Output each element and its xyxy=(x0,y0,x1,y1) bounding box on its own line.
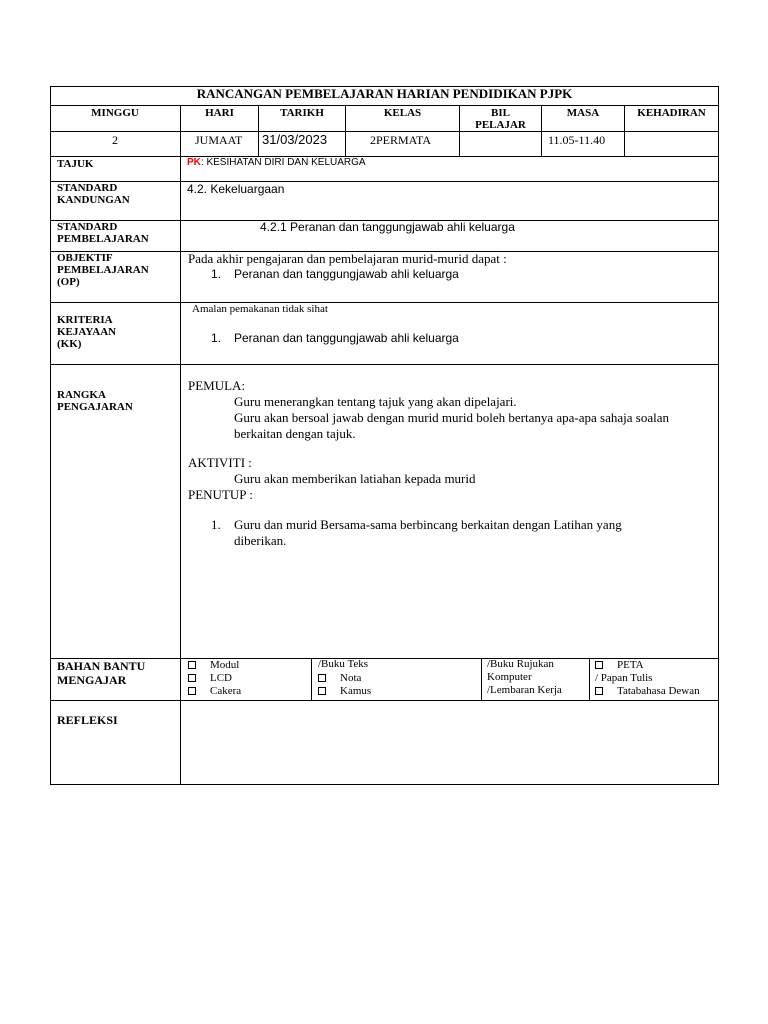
checkbox-kamus[interactable] xyxy=(318,685,371,698)
objektif-intro: Pada akhir pengajaran dan pembelajaran murid-murid dapat : xyxy=(188,251,507,266)
penutup-number: 1. xyxy=(211,517,221,532)
checkbox-label: LCD xyxy=(210,672,232,684)
checkbox-nota[interactable] xyxy=(318,672,361,685)
label-standard-pembelajaran-1: STANDARD xyxy=(57,221,118,233)
header-minggu: MINGGU xyxy=(91,107,139,119)
label-bahan-1: BAHAN BANTU xyxy=(57,659,146,673)
value-kelas: 2PERMATA xyxy=(370,133,432,147)
standard-pembelajaran-text: 4.2.1 Peranan dan tanggungjawab ahli keluarga xyxy=(260,220,515,234)
label-standard-pembelajaran-2: PEMBELAJARAN xyxy=(57,233,149,245)
lesson-plan-document xyxy=(50,86,719,785)
standard-kandungan-text: 4.2. Kekeluargaan xyxy=(187,182,285,196)
header-masa: MASA xyxy=(566,107,600,119)
label-refleksi: REFLEKSI xyxy=(57,713,118,727)
label-kriteria-3: (KK) xyxy=(57,338,82,350)
option-label: /Buku Rujukan xyxy=(487,658,554,670)
rule xyxy=(481,658,482,701)
penutup-heading: PENUTUP : xyxy=(188,487,253,502)
checked-buku-rujukan xyxy=(487,658,554,671)
checkbox-tatabahasa-dewan[interactable] xyxy=(595,685,700,698)
label-standard-kandungan-2: KANDUNGAN xyxy=(57,194,130,206)
checkbox-icon xyxy=(188,687,196,695)
value-masa: 11.05-11.40 xyxy=(548,133,606,147)
checkbox-peta[interactable] xyxy=(595,659,644,672)
label-kriteria-2: KEJAYAAN xyxy=(57,326,117,338)
rule xyxy=(50,105,719,106)
rule xyxy=(50,156,719,157)
checkbox-icon xyxy=(188,661,196,669)
value-tarikh: 31/03/2023 xyxy=(262,132,328,147)
checked-lembaran-kerja xyxy=(487,684,562,697)
checkbox-modul[interactable] xyxy=(188,659,239,672)
checkbox-label: Nota xyxy=(340,672,362,684)
option-komputer xyxy=(487,671,532,684)
kriteria-item: Peranan dan tanggungjawab ahli keluarga xyxy=(234,331,459,345)
tajuk-title: : KESIHATAN DIRI DAN KELUARGA xyxy=(200,157,366,168)
rule xyxy=(311,658,312,701)
kriteria-item-number: 1. xyxy=(211,331,222,345)
label-rangka-2: PENGAJARAN xyxy=(57,401,133,413)
option-label: Komputer xyxy=(487,671,532,683)
rule xyxy=(50,131,719,132)
pemula-line-1: Guru menerangkan tentang tajuk yang akan dipelajari. xyxy=(234,394,517,409)
option-label: /Lembaran Kerja xyxy=(487,684,562,696)
value-minggu: 2 xyxy=(112,133,118,147)
header-hari: HARI xyxy=(205,107,234,119)
pemula-heading: PEMULA: xyxy=(188,378,246,393)
checkbox-label: Cakera xyxy=(210,685,242,697)
checkbox-label: Modul xyxy=(210,659,240,671)
rule xyxy=(50,700,719,701)
label-objektif-3: (OP) xyxy=(57,276,80,288)
pemula-line-3: berkaitan dengan tajuk. xyxy=(234,426,356,441)
checkbox-icon xyxy=(188,674,196,682)
penutup-line-2: diberikan. xyxy=(234,533,287,548)
kriteria-note: Amalan pemakanan tidak sihat xyxy=(192,303,328,315)
checkbox-icon xyxy=(318,687,326,695)
pemula-line-2: Guru akan bersoal jawab dengan murid murid boleh bertanya apa-apa sahaja soalan xyxy=(234,410,669,425)
label-bahan-2: MENGAJAR xyxy=(57,673,127,687)
penutup-line-1: Guru dan murid Bersama-sama berbincang berkaitan dengan Latihan yang xyxy=(234,517,622,532)
checked-buku-teks xyxy=(318,658,368,671)
checkbox-cakera[interactable] xyxy=(188,685,241,698)
label-kriteria-1: KRITERIA xyxy=(57,314,113,326)
document-title: RANCANGAN PEMBELAJARAN HARIAN PENDIDIKAN PJPK xyxy=(196,86,573,101)
label-tajuk: TAJUK xyxy=(57,158,94,170)
checkbox-lcd[interactable] xyxy=(188,672,232,685)
header-bil-line2: PELAJAR xyxy=(475,119,526,131)
aktiviti-line-1: Guru akan memberikan latiahan kepada murid xyxy=(234,471,476,486)
rule xyxy=(50,181,719,182)
header-kehadiran: KEHADIRAN xyxy=(637,107,706,119)
tajuk-prefix: PK xyxy=(187,157,201,168)
checkbox-label: Tatabahasa Dewan xyxy=(617,685,700,697)
rule xyxy=(180,156,181,785)
border-right xyxy=(718,86,719,785)
label-standard-kandungan-1: STANDARD xyxy=(57,182,118,194)
checkbox-label: Kamus xyxy=(340,685,372,697)
checkbox-icon xyxy=(595,661,603,669)
rule xyxy=(50,302,719,303)
aktiviti-heading: AKTIVITI : xyxy=(188,455,252,470)
option-label: / Papan Tulis xyxy=(595,672,653,684)
checkbox-icon xyxy=(318,674,326,682)
rule xyxy=(589,658,590,701)
border-left xyxy=(50,86,51,785)
header-bil-line1: BIL xyxy=(491,107,510,119)
rule xyxy=(50,364,719,365)
label-objektif-1: OBJEKTIF xyxy=(57,252,113,264)
option-label: /Buku Teks xyxy=(318,658,369,670)
header-tarikh: TARIKH xyxy=(280,107,324,119)
checked-papan-tulis xyxy=(595,672,652,685)
label-objektif-2: PEMBELAJARAN xyxy=(57,264,149,276)
tajuk-text xyxy=(187,157,366,169)
border-bottom xyxy=(50,784,719,785)
label-rangka-1: RANGKA xyxy=(57,389,106,401)
checkbox-label: PETA xyxy=(617,659,644,671)
value-hari: JUMAAT xyxy=(195,133,243,147)
objektif-item-number: 1. xyxy=(211,267,222,281)
header-kelas: KELAS xyxy=(383,107,422,119)
objektif-item: Peranan dan tanggungjawab ahli keluarga xyxy=(234,267,459,281)
checkbox-icon xyxy=(595,687,603,695)
